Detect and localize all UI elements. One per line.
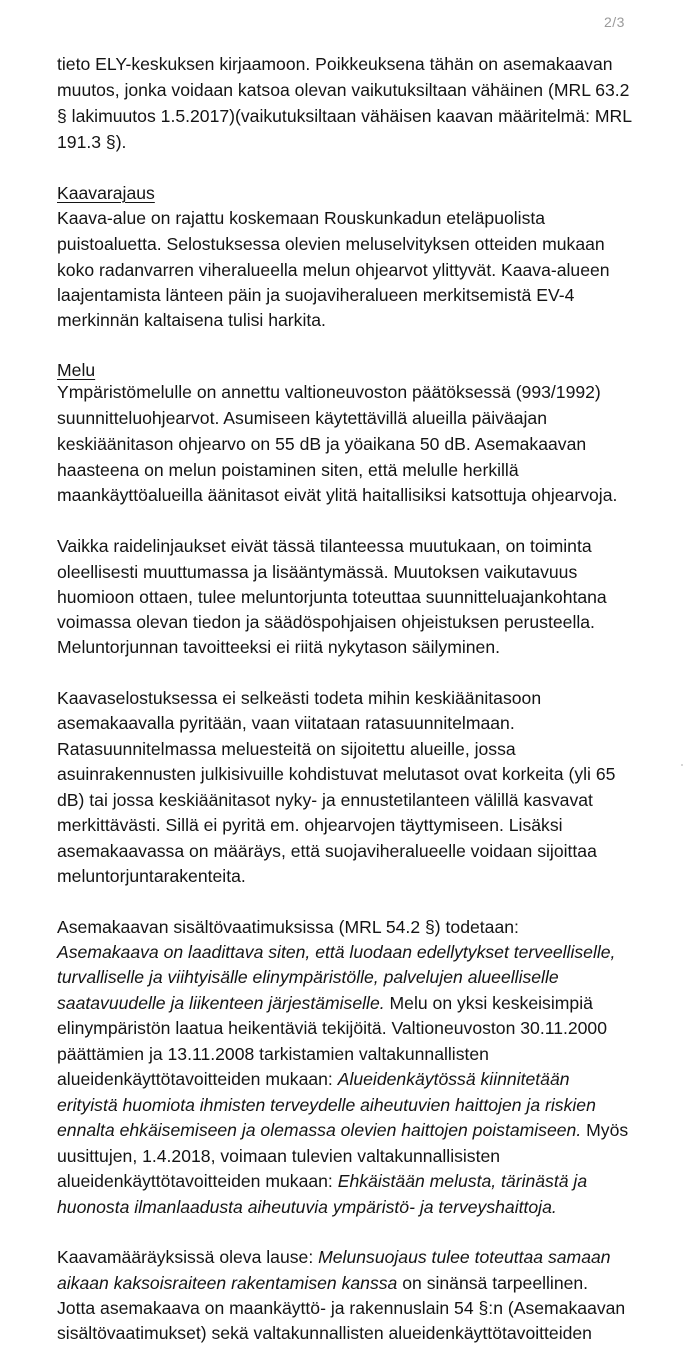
quote-text: aikaan kaksoisraiteen rakentamisen kanssa [57, 1273, 398, 1293]
text-line: puistoaluetta. Selostuksessa olevien meluselvityksen otteiden mukaan [57, 234, 605, 254]
text-line: Kaava-alue on rajattu koskemaan Rouskunkadun eteläpuolista [57, 208, 546, 228]
text-line: merkittävästi. Sillä ei pyritä em. ohjearvojen täyttymiseen. Lisäksi [57, 815, 563, 835]
quote-text: ennalta ehkäisemiseen ja olemassa olevien haittojen poistamiseen. [57, 1120, 582, 1140]
plain-text: Melu on yksi keskeisimpiä [384, 993, 593, 1013]
text-line: päättämien ja 13.11.2008 tarkistamien valtakunnallisten [57, 1044, 489, 1064]
plain-text: Kaavamääräyksissä oleva lause: [57, 1247, 319, 1267]
page-number: 2/3 [604, 14, 625, 30]
text-line: muutos, jonka voidaan katsoa olevan vaikutuksiltaan vähäinen (MRL 63.2 [57, 80, 630, 100]
quote-text: erityistä huomiota ihmisten terveydelle aiheutuvien haittojen ja riskien [57, 1095, 596, 1115]
quote-text: Asemakaava on laadittava siten, että luodaan edellytykset terveelliselle, [57, 942, 616, 962]
text-line [57, 1194, 557, 1220]
plain-text: on sinänsä tarpeellinen. [397, 1273, 589, 1293]
text-line: koko radanvarren viheralueella melun ohjearvot ylittyvät. Kaava-alueen [57, 260, 610, 280]
text-line: Ympäristömelulle on annettu valtioneuvoston päätöksessä (993/1992) [57, 382, 601, 402]
plain-text: alueidenkäyttötavoitteiden mukaan: [57, 1171, 338, 1191]
text-line: tieto ELY-keskuksen kirjaamoon. Poikkeuksena tähän on asemakaavan [57, 54, 613, 74]
text-line: meluntorjuntarakenteita. [57, 866, 246, 886]
quote-text: Alueidenkäytössä kiinnitetään [337, 1069, 570, 1089]
text-line: voimassa olevan tiedon ja säädöspohjaisen ohjeistuksen perusteella. [57, 612, 595, 632]
section-heading-melu: Melu [57, 360, 96, 380]
section-heading-kaavarajaus: Kaavarajaus [57, 183, 155, 203]
text-line: dB) tai jossa keskiäänitasot nyky- ja ennustetilanteen välillä kasvavat [57, 790, 593, 810]
text-line: asuinrakennusten julkisivuille kohdistuvat melutasot ovat korkeita (yli 65 [57, 764, 616, 784]
text-line: huomioon ottaen, tulee meluntorjunta toteuttaa suunnitteluajankohtana [57, 587, 607, 607]
text-line: Kaavaselostuksessa ei selkeästi todeta mihin keskiäänitasoon [57, 688, 542, 708]
text-line: laajentamista länteen päin ja suojaviheralueen merkitsemistä EV-4 [57, 285, 575, 305]
text-line [57, 1066, 570, 1092]
quote-text: turvalliselle ja viihtyisälle elinympäristölle, palvelujen alueelliselle [57, 967, 559, 987]
scan-speck [681, 764, 683, 766]
text-line: merkinnän kaltaisena tulisi harkita. [57, 310, 326, 330]
text-line: Vaikka raidelinjaukset eivät tässä tilanteessa muutukaan, on toiminta [57, 536, 592, 556]
text-line: Asemakaavan sisältövaatimuksissa (MRL 54.2 §) todetaan: [57, 917, 519, 937]
text-line: suunnitteluohjearvot. Asumiseen käytettävillä alueilla päiväajan [57, 408, 547, 428]
text-line [57, 1117, 628, 1143]
text-line: haasteena on melun poistaminen siten, että melulle herkillä [57, 460, 519, 480]
text-line [57, 1270, 588, 1296]
quote-text: Ehkäistään melusta, tärinästä ja [337, 1171, 588, 1191]
text-line: 191.3 §). [57, 132, 127, 152]
text-line: oleellisesti muuttumassa ja lisääntymässä. Muutoksen vaikutavuus [57, 562, 578, 582]
quote-text: saatavuudelle ja liikenteen järjestämiselle. [57, 993, 385, 1013]
text-line: sisältövaatimukset) sekä valtakunnallisten alueidenkäyttötavoitteiden [57, 1323, 592, 1343]
plain-text: alueidenkäyttötavoitteiden mukaan: [57, 1069, 338, 1089]
text-line [57, 1092, 596, 1118]
text-line [57, 939, 615, 965]
text-line: maankäyttöalueilla äänitasot eivät ylitä haitallisiksi katsottuja ohjearvoja. [57, 485, 618, 505]
text-line [57, 990, 593, 1016]
text-line: § lakimuutos 1.5.2017)(vaikutuksiltaan vähäisen kaavan määritelmä: MRL [57, 106, 633, 126]
text-line: asemakaavassa on määräys, että suojaviheralueelle voidaan sijoittaa [57, 841, 597, 861]
text-line: asemakaavalla pyritään, vaan viitataan ratasuunnitelmaan. [57, 713, 515, 733]
text-line: keskiäänitason ohjearvo on 55 dB ja yöaikana 50 dB. Asemakaavan [57, 434, 587, 454]
quote-text: huonosta ilmanlaadusta aiheutuvia ympäristö- ja terveyshaittoja. [57, 1197, 557, 1217]
text-line [57, 964, 559, 990]
plain-text: Myös [581, 1120, 629, 1140]
text-line: elinympäristön laatua heikentäviä tekijöitä. Valtioneuvoston 30.11.2000 [57, 1018, 608, 1038]
text-line: Ratasuunnitelmassa meluesteitä on sijoitettu alueille, jossa [57, 739, 516, 759]
text-line [57, 1168, 587, 1194]
text-line [57, 1244, 611, 1270]
text-line: Meluntorjunnan tavoitteeksi ei riitä nykytason säilyminen. [57, 637, 500, 657]
text-line: uusittujen, 1.4.2018, voimaan tulevien valtakunnallisisten [57, 1146, 501, 1166]
text-line: Jotta asemakaava on maankäyttö- ja rakennuslain 54 §:n (Asemakaavan [57, 1298, 626, 1318]
quote-text: Melunsuojaus tulee toteuttaa samaan [318, 1247, 611, 1267]
